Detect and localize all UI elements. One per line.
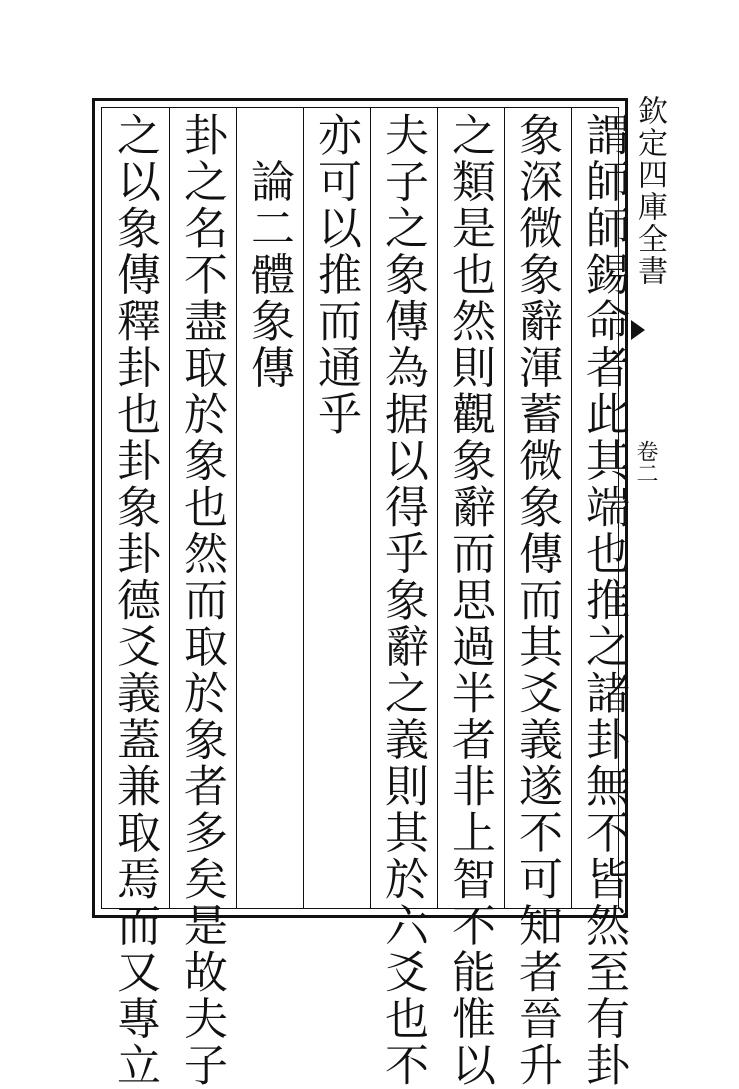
- text-column-4: 夫子之象傳為据以得乎象辭之義則其於六爻也不: [377, 112, 428, 1089]
- book-title: 欽定四庫全書: [632, 95, 667, 287]
- text-column-8: 之以象傳釋卦也卦象卦德爻義蓋兼取焉而又專立: [109, 112, 160, 1089]
- column-rule: [370, 108, 371, 908]
- column-rule: [236, 108, 237, 908]
- text-column-3: 之類是也然則觀象辭而思過半者非上智不能惟以: [444, 112, 495, 1089]
- text-column-2: 象深微象辭渾蓄微象傳而其爻義遂不可知者晉升: [511, 112, 562, 1089]
- section-heading: 論二體象傳: [243, 112, 294, 391]
- column-rule: [437, 108, 438, 908]
- text-column-7: 卦之名不盡取於象也然而取於象者多矣是故夫子: [176, 112, 227, 1089]
- column-rule: [169, 108, 170, 908]
- column-rule: [571, 108, 572, 908]
- text-column-1: 謂師師錫命者此其端也推之諸卦無不皆然至有卦: [578, 112, 629, 1089]
- fishtail-mark: [631, 320, 645, 340]
- text-column-5: 亦可以推而通乎: [310, 112, 361, 438]
- column-rule: [504, 108, 505, 908]
- volume-label: 卷二: [633, 440, 658, 484]
- column-rule: [303, 108, 304, 908]
